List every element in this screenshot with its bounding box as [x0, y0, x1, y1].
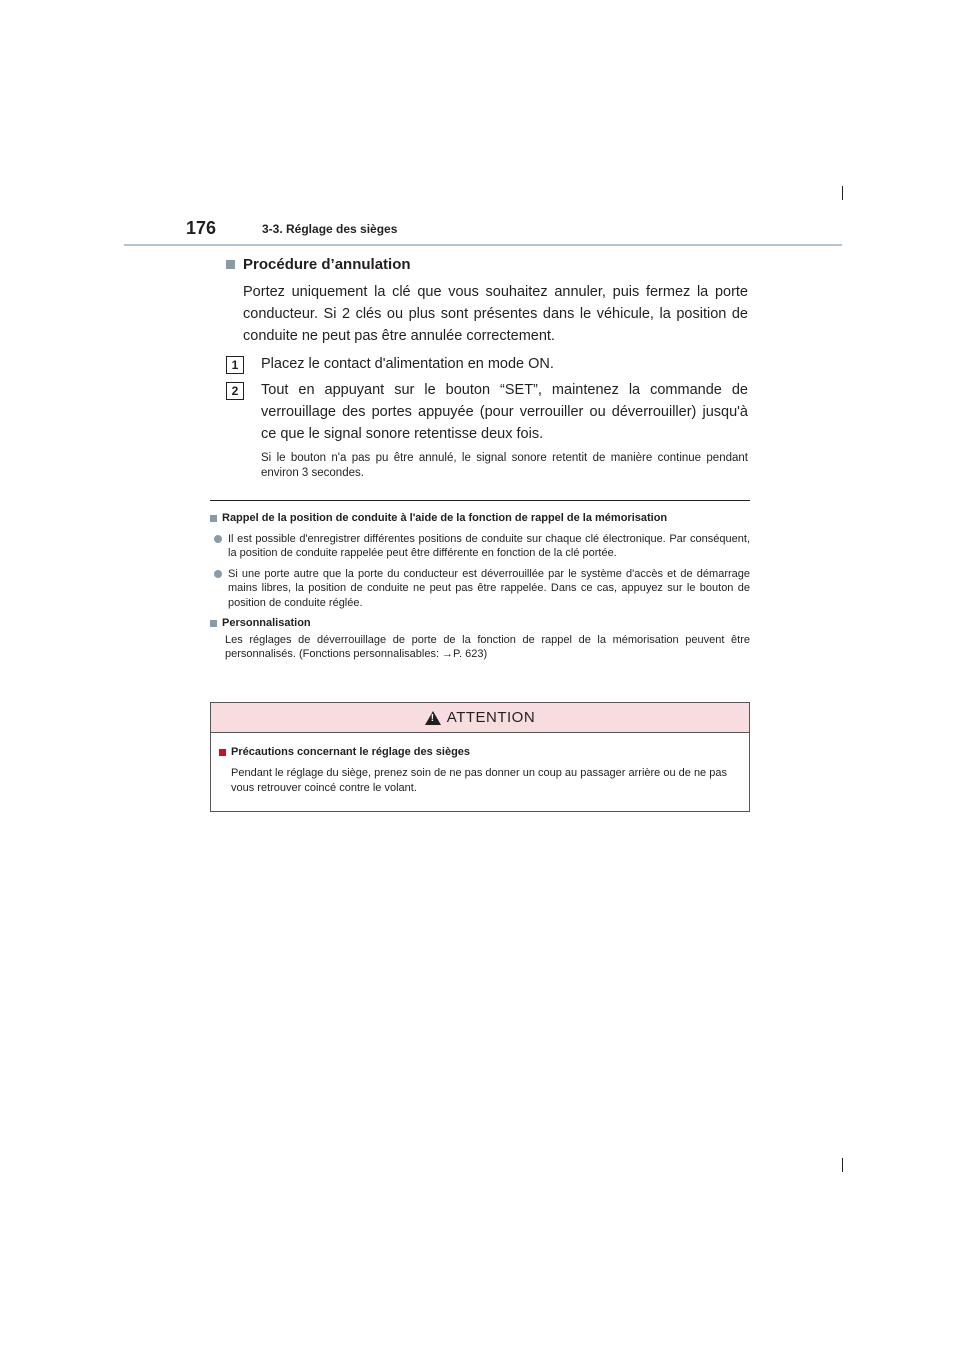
crop-mark-bottom: [842, 1158, 843, 1172]
section-divider: [210, 500, 750, 501]
attention-heading-text: Précautions concernant le réglage des sièges: [231, 746, 471, 758]
step-2: [226, 379, 748, 445]
step-number-badge: 2: [226, 382, 244, 400]
section-title: 3-3. Réglage des sièges: [262, 222, 398, 236]
personalisation-text: Les réglages de déverrouillage de porte de la fonction de rappel de la mémorisation peuvent être personnalisés. (Fonctions personnalisables: →P. 623): [225, 633, 750, 660]
personalisation-heading-text: Personnalisation: [222, 617, 311, 629]
circle-bullet-icon: [214, 570, 222, 578]
crop-mark-top: [842, 186, 843, 200]
list-item-text: Si une porte autre que la porte du conducteur est déverrouillée par le système d'accès et de démarrage mains libres, la position de conduite ne peut pas être rappelée. Dans ce cas, appuyez sur le bouton de position de conduite réglée.: [228, 567, 750, 609]
attention-heading: [219, 745, 741, 760]
procedure-heading-text: Procédure d’annulation: [243, 256, 411, 273]
step-text: Placez le contact d'alimentation en mode ON.: [261, 356, 554, 372]
circle-bullet-icon: [214, 535, 222, 543]
procedure-heading: [226, 256, 748, 273]
attention-box: [210, 702, 750, 812]
list-item: [210, 532, 750, 561]
step-number-badge: 1: [226, 356, 244, 374]
step-text: Tout en appuyant sur le bouton “SET”, maintenez la commande de verrouillage des portes appuyée (pour verrouiller ou déverrouiller) jusqu'à ce que le signal sonore retentisse deux fois.: [261, 382, 748, 442]
memory-recall-heading-text: Rappel de la position de conduite à l'aide de la fonction de rappel de la mémorisation: [222, 512, 668, 524]
procedure-paragraph: Portez uniquement la clé que vous souhaitez annuler, puis fermez la porte conducteur. Si 2 clés ou plus sont présentes dans le véhicule, la position de conduite ne peut pas être annulée correctement.: [243, 284, 748, 344]
attention-text: Pendant le réglage du siège, prenez soin de ne pas donner un coup au passager arrière ou de ne pas vous retrouver coincé contre le volant.: [231, 767, 727, 794]
main-content: [226, 256, 748, 481]
list-item: [210, 567, 750, 611]
square-bullet-icon: [210, 620, 217, 627]
header-rule: [124, 244, 842, 246]
square-bullet-icon: [219, 749, 226, 756]
attention-title: ATTENTION: [446, 709, 536, 726]
square-bullet-icon: [226, 260, 235, 269]
step-note: Si le bouton n'a pas pu être annulé, le signal sonore retentit de manière continue pendant environ 3 secondes.: [261, 452, 748, 479]
attention-header: [211, 703, 749, 733]
notes-section: [210, 511, 750, 662]
attention-body: [211, 733, 749, 796]
list-item-text: Il est possible d'enregistrer différentes positions de conduite sur chaque clé électronique. Par conséquent, la position de conduite rappelée peut être différente en fonction de la clé portée.: [228, 532, 750, 559]
memory-recall-heading: [210, 511, 750, 526]
warning-triangle-icon: [425, 711, 441, 725]
square-bullet-icon: [210, 515, 217, 522]
page-number: 176: [186, 218, 217, 238]
personalisation-heading: [210, 616, 750, 631]
step-1: [226, 353, 748, 375]
